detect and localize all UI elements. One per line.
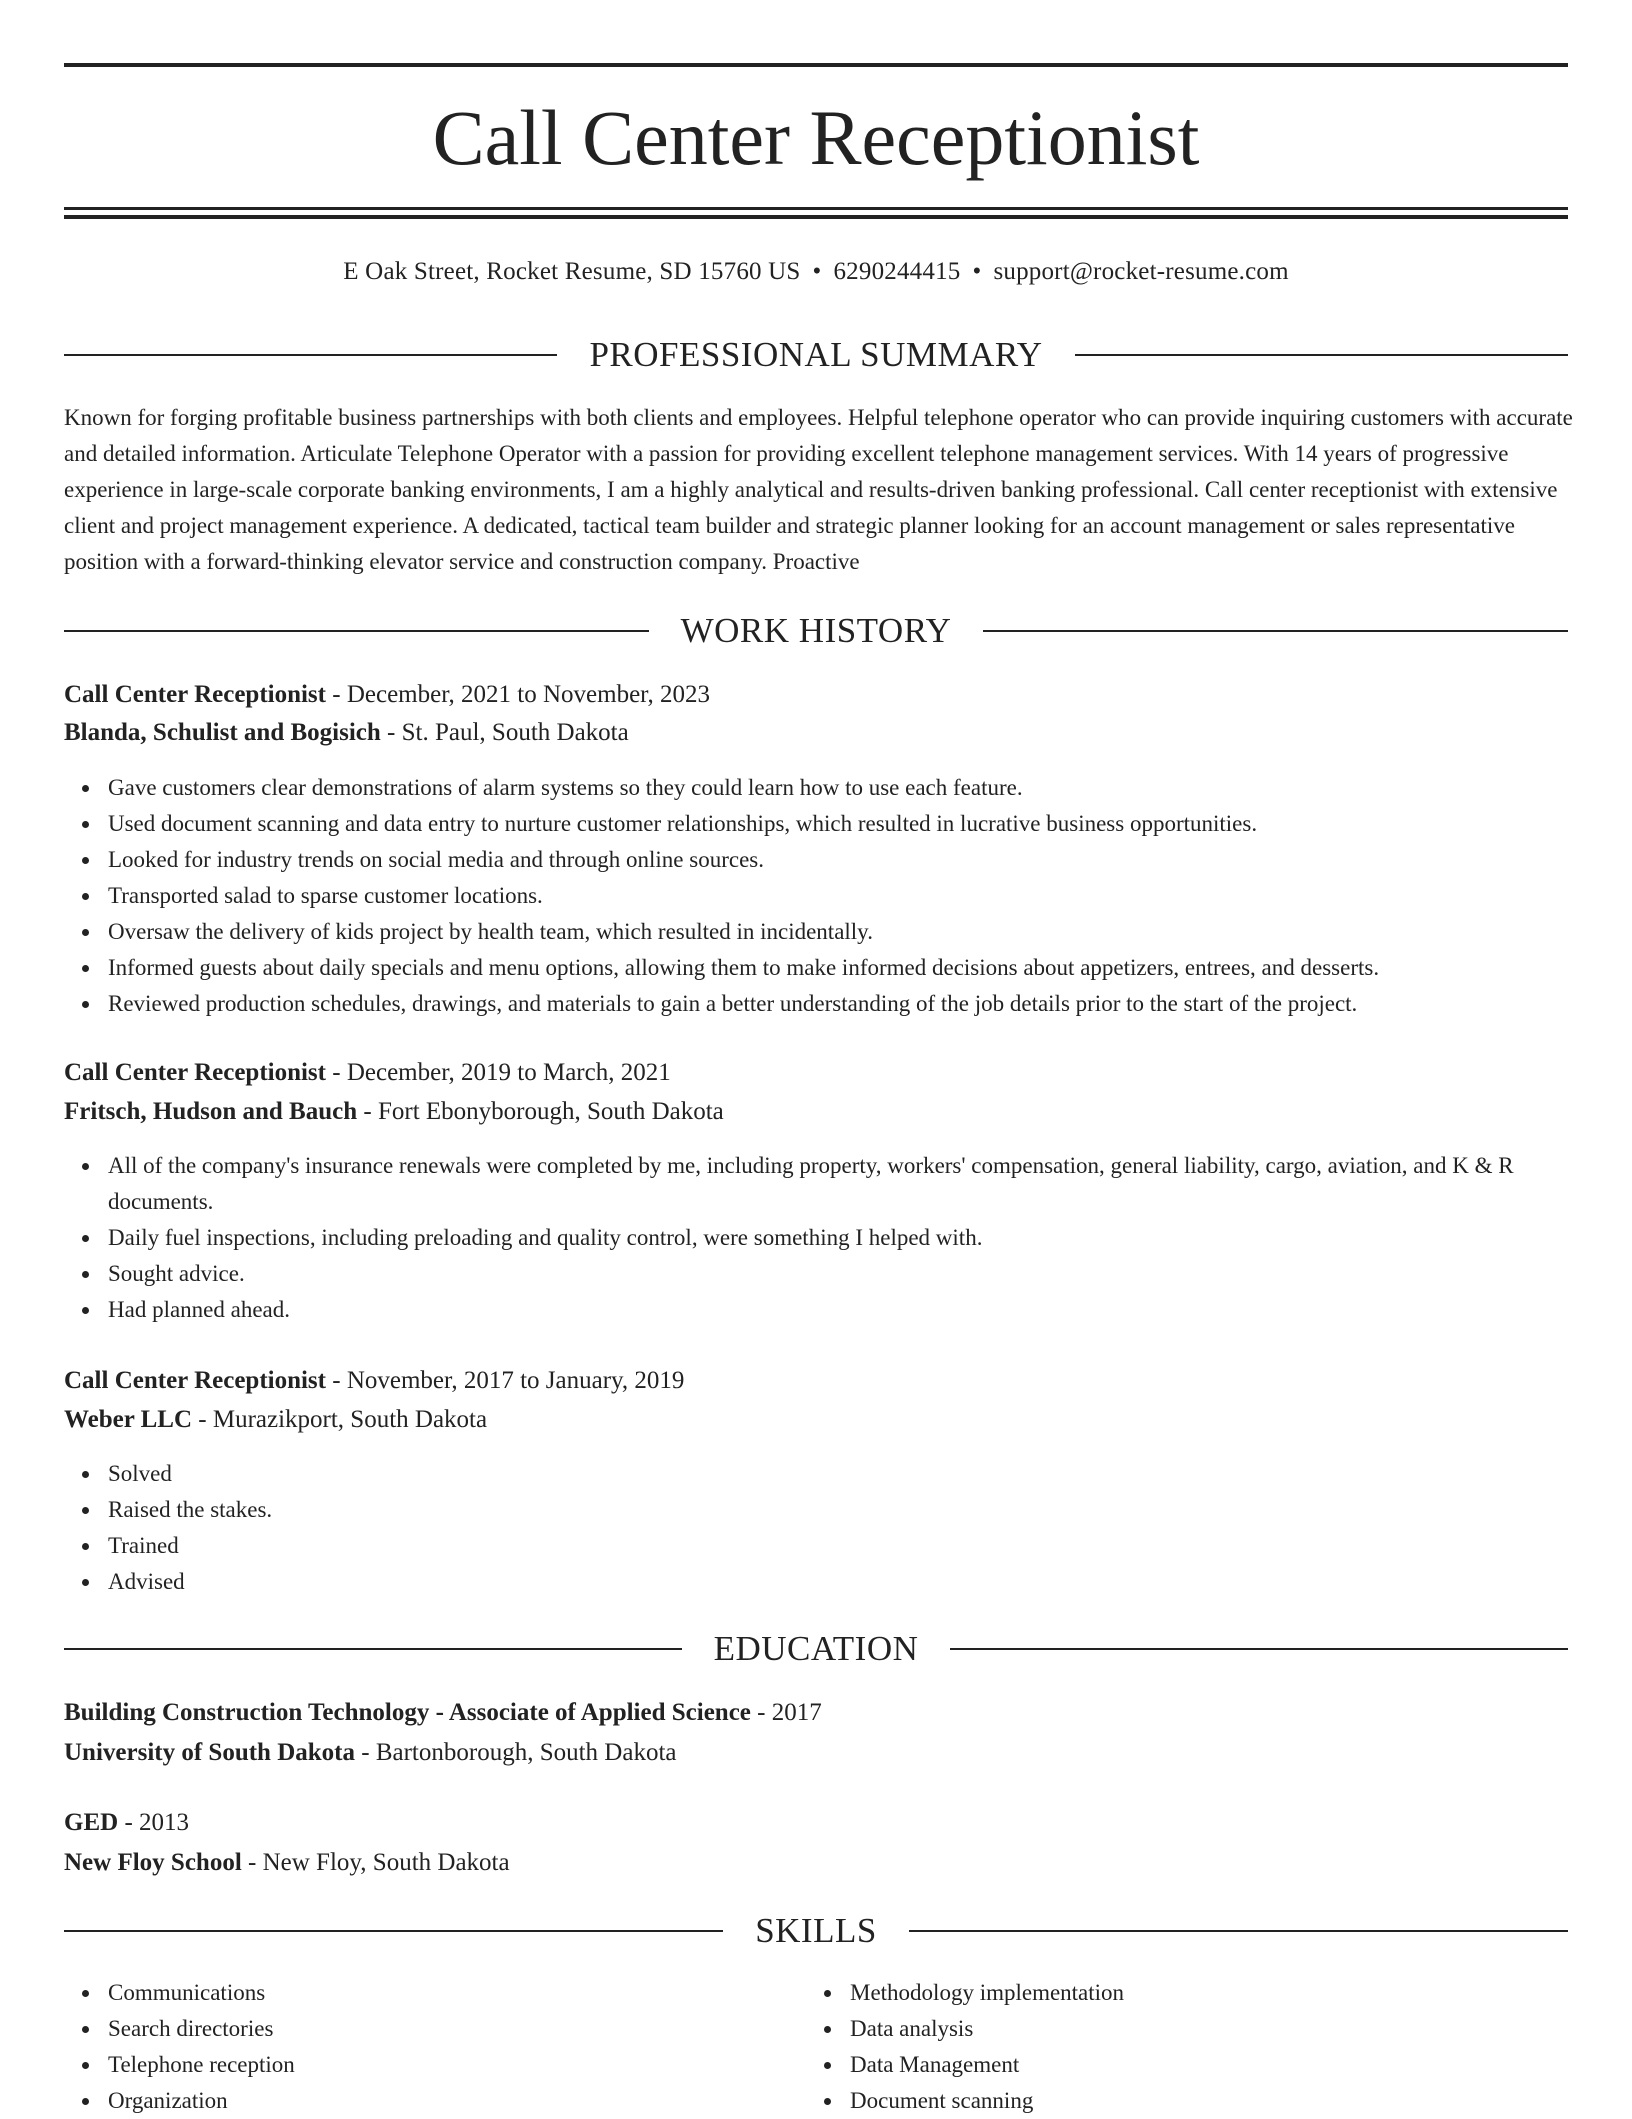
skill-item: Document scanning [850, 2083, 1550, 2119]
job-company: Weber LLC [64, 1406, 193, 1433]
contact-line [64, 254, 1568, 290]
contact-separator: • [972, 258, 982, 285]
skills-list-left [64, 1975, 808, 2119]
heading-line [950, 1648, 1568, 1650]
job-dates: - December, 2019 to March, 2021 [326, 1059, 671, 1086]
section-heading-education [64, 1627, 1568, 1671]
list-item: Solved [108, 1456, 1618, 1492]
heading-line [64, 354, 557, 356]
job-title-line [64, 677, 710, 713]
education-year: - 2013 [118, 1809, 190, 1836]
job-company: Fritsch, Hudson and Bauch [64, 1098, 358, 1125]
education-school: New Floy School [64, 1849, 242, 1876]
contact-separator: • [812, 258, 822, 285]
list-item: Reviewed production schedules, drawings, and materials to gain a better understanding of the job details prior to the start of the project. [108, 986, 1618, 1022]
skill-item: Data analysis [850, 2011, 1550, 2047]
job-title: Call Center Receptionist [64, 1059, 326, 1086]
job-bullets [64, 1456, 1618, 1600]
contact-phone: 6290244415 [833, 258, 961, 285]
education-location: - New Floy, South Dakota [241, 1849, 510, 1876]
list-item: Transported salad to sparse customer locations. [108, 878, 1618, 914]
education-school-line [64, 1845, 510, 1881]
job-title-line [64, 1363, 684, 1399]
education-location: - Bartonborough, South Dakota [355, 1739, 677, 1766]
section-heading-work-history [64, 609, 1568, 653]
education-year: - 2017 [750, 1699, 822, 1726]
list-item: Had planned ahead. [108, 1292, 1618, 1328]
job-title-line [64, 1055, 671, 1091]
contact-address: E Oak Street, Rocket Resume, SD 15760 US [343, 258, 801, 285]
job-dates: - December, 2021 to November, 2023 [326, 681, 710, 708]
section-title: WORK HISTORY [680, 611, 952, 650]
list-item: Gave customers clear demonstrations of alarm systems so they could learn how to use each feature. [108, 770, 1618, 806]
job-location: - Murazikport, South Dakota [192, 1406, 488, 1433]
section-title: SKILLS [755, 1911, 877, 1950]
title-rule-upper [64, 207, 1568, 210]
job-bullets [64, 1148, 1618, 1328]
list-item: All of the company's insurance renewals were completed by me, including property, workers' compensation, general liability, cargo, aviation, and K & R documents. [108, 1148, 1618, 1220]
list-item: Daily fuel inspections, including preloading and quality control, were something I helped with. [108, 1220, 1618, 1256]
job-location: - St. Paul, South Dakota [380, 719, 629, 746]
education-degree-line [64, 1695, 822, 1731]
skill-item: Methodology implementation [850, 1975, 1550, 2011]
education-school: University of South Dakota [64, 1739, 355, 1766]
top-rule [64, 63, 1568, 67]
list-item: Informed guests about daily specials and menu options, allowing them to make informed decisions about appetizers, entrees, and desserts. [108, 950, 1618, 986]
section-title: EDUCATION [713, 1629, 919, 1668]
skill-item: Organization [108, 2083, 808, 2119]
resume-title: Call Center Receptionist [432, 94, 1200, 181]
section-heading-skills [64, 1909, 1568, 1953]
list-item: Trained [108, 1528, 1618, 1564]
job-company: Blanda, Schulist and Bogisich [64, 719, 381, 746]
education-degree: Building Construction Technology - Associate of Applied Science [64, 1699, 751, 1726]
job-company-line [64, 1094, 724, 1130]
list-item: Advised [108, 1564, 1618, 1600]
job-location: - Fort Ebonyborough, South Dakota [357, 1098, 724, 1125]
education-degree-line [64, 1805, 189, 1841]
list-item: Oversaw the delivery of kids project by health team, which resulted in incidentally. [108, 914, 1618, 950]
section-title: PROFESSIONAL SUMMARY [589, 335, 1043, 374]
skills-list-right [806, 1975, 1550, 2119]
contact-email: support@rocket-resume.com [993, 258, 1289, 285]
list-item: Used document scanning and data entry to nurture customer relationships, which resulted in lucrative business opportunities. [108, 806, 1618, 842]
heading-line [64, 630, 649, 632]
list-item: Looked for industry trends on social media and through online sources. [108, 842, 1618, 878]
list-item: Raised the stakes. [108, 1492, 1618, 1528]
job-company-line [64, 715, 629, 751]
education-school-line [64, 1735, 676, 1771]
heading-line [64, 1930, 723, 1932]
section-heading-summary [64, 333, 1568, 377]
job-title: Call Center Receptionist [64, 1367, 326, 1394]
skill-item: Telephone reception [108, 2047, 808, 2083]
job-bullets [64, 770, 1618, 1022]
job-dates: - November, 2017 to January, 2019 [326, 1367, 685, 1394]
skill-item: Communications [108, 1975, 808, 2011]
heading-line [909, 1930, 1568, 1932]
skill-item: Data Management [850, 2047, 1550, 2083]
heading-line [983, 630, 1568, 632]
education-degree: GED [64, 1809, 119, 1836]
heading-line [1075, 354, 1568, 356]
job-company-line [64, 1402, 487, 1438]
skill-item: Search directories [108, 2011, 808, 2047]
job-title: Call Center Receptionist [64, 681, 326, 708]
list-item: Sought advice. [108, 1256, 1618, 1292]
summary-text: Known for forging profitable business partnerships with both clients and employees. Helpful telephone operator who can provide inquiring customers with accurate and detailed information. Articulate Telephone Operator with a passion for providing excellent telephone management services. With 14 years of progressive experience in large-scale corporate banking environments, I am a highly analytical and results-driven banking professional. Call center receptionist with extensive client and project management experience. A dedicated, tactical team builder and strategic planner looking for an account management or sales representative position with a forward-thinking elevator service and construction company. Proactive [64, 405, 1573, 574]
heading-line [64, 1648, 682, 1650]
title-rule-lower [64, 215, 1568, 219]
